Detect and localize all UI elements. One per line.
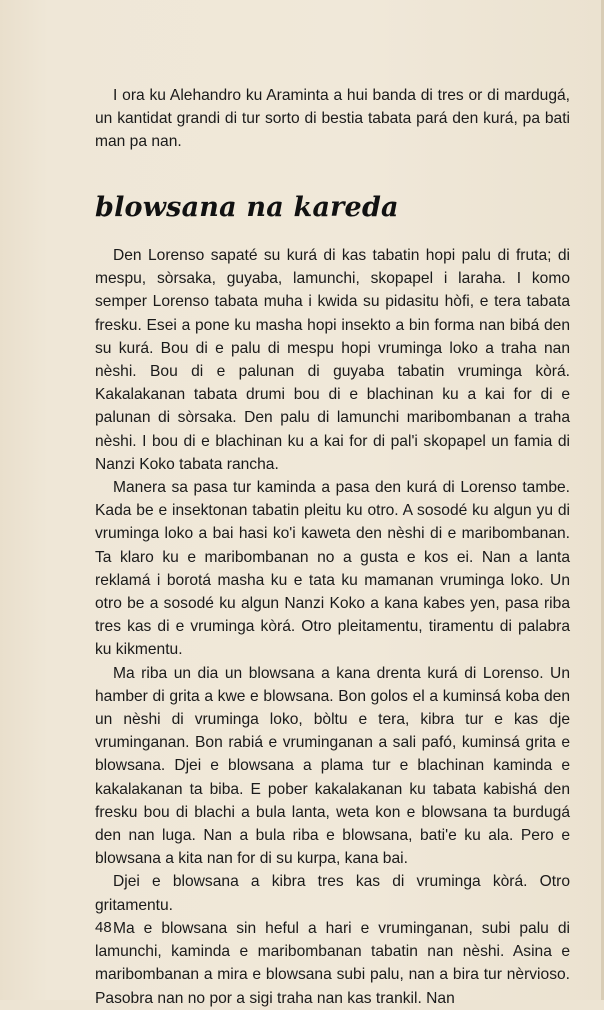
paragraph-2: Manera sa pasa tur kaminda a pasa den kurá di Lorenso tambe. Kada be e insektonan tabatin pleitu ku otro. A sosodé ku algun yu di vruminga loko a bai hasi ko'i kaweta den nèshi di e maribombanan. Ta klaro ku e maribombanan no a gusta e kos ei. Nan a lanta reklamá i borotá masha ku e tata ku mamanan vruminga loko. Un otro be a sosodé ku algun Nanzi Koko a kana kabes yen, pasa riba tres kas di e vruminga kòrá. Otro pleitamentu, tiramentu di palabra ku kikmentu. bbox=[95, 479, 570, 659]
paragraph-4: Djei e blowsana a kibra tres kas di vruminga kòrá. Otro gritamentu. bbox=[95, 873, 570, 914]
paragraph-1: Den Lorenso sapaté su kurá di kas tabatin hopi palu di fruta; di mespu, sòrsaka, guyaba, lamunchi, skopapel i laraha. I komo semper Lorenso tabata muha i kwida su pidasitu hòfi, e tera tabata fresku. Esei a pone ku masha hopi insekto a bin forma nan bibá den su kurá. Bou di e palu di mespu hopi vruminga loko a traha nan nèshi. Bou di e palunan di guyaba tabatin vruminga kòrá. Kakalakanan tabata drumi bou di e blachinan ku a kai for di e palunan di sòrsaka. Den palu di lamunchi maribombanan a traha nèshi. I bou di e blachinan ku a kai for di pal'i skopapel un famia di Nanzi Koko tabata rancha. bbox=[95, 247, 570, 473]
body-text-block bbox=[95, 244, 570, 1010]
chapter-heading: blowsana na kareda bbox=[95, 192, 399, 223]
paragraph-5: Ma e blowsana sin heful a hari e vruminganan, subi palu di lamunchi, kaminda e maribombanan tabatin nan nèshi. Asina e maribombanan a mira e blowsana subi palu, nan a bira tur nèrvioso. Pasobra nan no por a sigi traha nan kas trankil. Nan bbox=[95, 919, 570, 1007]
intro-text-block bbox=[95, 84, 570, 154]
paragraph-3: Ma riba un dia un blowsana a kana drenta kurá di Lorenso. Un hamber di grita a kwe e blowsana. Bon golos el a kuminsá koba den un nèshi di vruminga loko, bòltu e tera, kibra tur e kas dje vruminganan. Bon rabiá e vruminganan a sali pafó, kuminsá grita e blowsana. Djei e blowsana a plama tur e blachinan kaminda e kakalakanan ta biba. E pober kakalakanan ku tabata kabishá den fresku bou di blachi a bula lanta, weta kon e blowsana ta burdugá den nan luga. Nan a bula riba e blowsana, bati'e ku ala. Pero e blowsana a kita nan for di su kurpa, kana bai. bbox=[95, 664, 570, 868]
intro-paragraph: I ora ku Alehandro ku Araminta a hui banda di tres or di mardugá, un kantidat grandi di tur sorto di bestia tabata pará den kurá, pa bati man pa nan. bbox=[95, 87, 570, 151]
page-number: 48 bbox=[95, 919, 112, 936]
